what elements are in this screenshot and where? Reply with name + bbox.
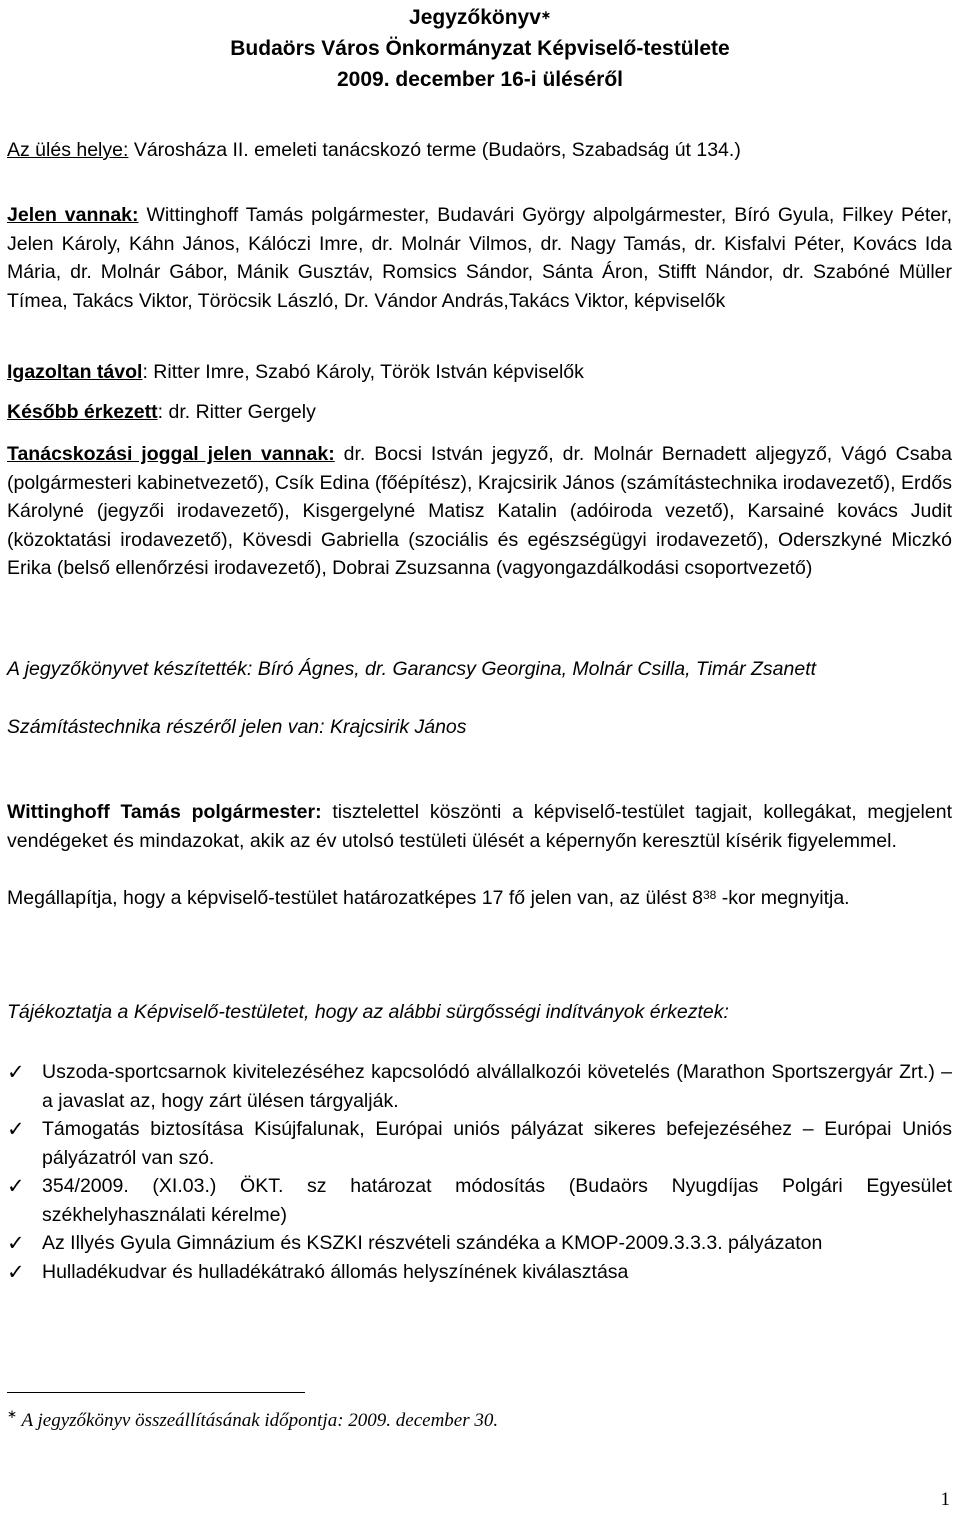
- footnote-divider: [7, 1392, 305, 1393]
- checkmark-icon: ✓: [7, 1259, 25, 1284]
- urgent-intro: Tájékoztatja a Képviselő-testületet, hogy az alábbi sürgősségi indítványok érkeztek:: [7, 1001, 729, 1023]
- urgent-item: [7, 1058, 952, 1115]
- urgent-item-text: Hulladékudvar és hulladékátrakó állomás helyszínének kiválasztása: [42, 1260, 629, 1283]
- quorum-text-end: -kor megnyitja.: [716, 887, 850, 909]
- location-label: Az ülés helye:: [7, 139, 129, 161]
- present-label: Jelen vannak:: [7, 204, 139, 226]
- excused-label: Igazoltan távol: [7, 361, 143, 383]
- late-label: Később érkezett: [7, 401, 158, 423]
- meeting-location: [7, 136, 952, 165]
- checkmark-icon: ✓: [7, 1060, 25, 1084]
- excused-members: [7, 358, 952, 387]
- urgent-list: [7, 1058, 952, 1286]
- quorum-text: Megállapítja, hogy a képviselő-testület határozatképes 17 fő jelen van, az ülést 8: [7, 887, 703, 909]
- urgent-item-text: Támogatás biztosítása Kisújfalunak, Európai uniós pályázat sikeres befejezéséhez – Európai Uniós pályázatról van szó.: [42, 1118, 952, 1169]
- title-line-1: Jegyzőkönyv: [409, 6, 541, 29]
- urgent-item: [7, 1115, 952, 1172]
- present-text: Wittinghoff Tamás polgármester, Budavári György alpolgármester, Bíró Gyula, Filkey Péter, Jelen Károly, Káhn János, Kálóczi Imre, dr. Molnár Vilmos, dr. Nagy Tamás, dr. Kisfalvi Péter, Kovács Ida Mária, dr. Molnár Gábor, Mánik Gusztáv, Romsics Sándor, Sánta Áron, Stifft Nándor, dr. Szabóné Müller Tímea, Takács Viktor, Töröcsik László, Dr. Vándor András,Takács Viktor, képviselők: [7, 204, 952, 312]
- advisory-label: Tanácskozási joggal jelen vannak:: [7, 443, 335, 465]
- urgent-item: [7, 1258, 952, 1287]
- it-support: Számítástechnika részéről jelen van: Krajcsirik János: [7, 716, 467, 738]
- footnote-star: ∗: [7, 1407, 18, 1421]
- footnote-text: A jegyzőkönyv összeállításának időpontja: 2009. december 30.: [17, 1410, 499, 1431]
- footnote: [7, 1407, 499, 1432]
- document-title: [0, 2, 960, 95]
- page-number: 1: [940, 1489, 950, 1510]
- urgent-item: [7, 1229, 952, 1258]
- urgent-item: [7, 1172, 952, 1229]
- title-line-2: Budaörs Város Önkormányzat Képviselő-testülete: [230, 37, 730, 60]
- advisory-text: dr. Bocsi István jegyző, dr. Molnár Bernadett aljegyző, Vágó Csaba (polgármesteri kabinetvezető), Csík Edina (főépítész), Krajcsirik János (számítástechnika irodavezető), Erdős Károlyné (jegyzői irodavezető), Kisgergelyné Matisz Katalin (adóiroda vezető), Karsainé kovács Judit (közoktatási irodavezető), Kövesdi Gabriella (szociális és egészségügyi irodavezető), Oderszkyné Miczkó Erika (belső ellenőrzési irodavezető), Dobrai Zsuzsanna (vagyongazdálkodási csoportvezető): [7, 443, 952, 579]
- mayor-text: tisztelettel köszönti a képviselő-testület tagjait, kollegákat, megjelent vendégeket és mindazokat, akik az év utolsó testületi ülését a képernyőn keresztül kísérik figyelemmel.: [7, 801, 952, 852]
- footnote-marker: ∗: [540, 8, 551, 22]
- urgent-item-text: 354/2009. (XI.03.) ÖKT. sz határozat módosítás (Budaörs Nyugdíjas Polgári Egyesület székhelyhasználati kérelme): [42, 1175, 952, 1226]
- mayor-opening: [7, 798, 952, 855]
- quorum-statement: [7, 884, 952, 913]
- mayor-label: Wittinghoff Tamás polgármester:: [7, 801, 322, 823]
- location-text: Városháza II. emeleti tanácskozó terme (Budaörs, Szabadság út 134.): [128, 139, 741, 161]
- title-line-3: 2009. december 16-i üléséről: [337, 68, 623, 91]
- advisory-members: [7, 440, 952, 583]
- urgent-item-text: Uszoda-sportcsarnok kivitelezéséhez kapcsolódó alvállalkozói követelés (Marathon Sportszergyár Zrt.) – a javaslat az, hogy zárt ülésen tárgyalják.: [42, 1061, 952, 1112]
- excused-text: : Ritter Imre, Szabó Károly, Török István képviselők: [142, 361, 584, 383]
- minutes-authors: A jegyzőkönyvet készítették: Bíró Ágnes, dr. Garancsy Georgina, Molnár Csilla, Timár Zsanett: [7, 658, 817, 680]
- late-text: : dr. Ritter Gergely: [157, 401, 316, 423]
- urgent-item-text: Az Illyés Gyula Gimnázium és KSZKI részvételi szándéka a KMOP-2009.3.3.3. pályázaton: [42, 1232, 823, 1254]
- checkmark-icon: ✓: [7, 1231, 25, 1255]
- present-members: [7, 201, 952, 315]
- quorum-minutes: 38: [702, 888, 717, 902]
- checkmark-icon: ✓: [7, 1174, 25, 1198]
- late-members: [7, 398, 952, 427]
- checkmark-icon: ✓: [7, 1117, 25, 1141]
